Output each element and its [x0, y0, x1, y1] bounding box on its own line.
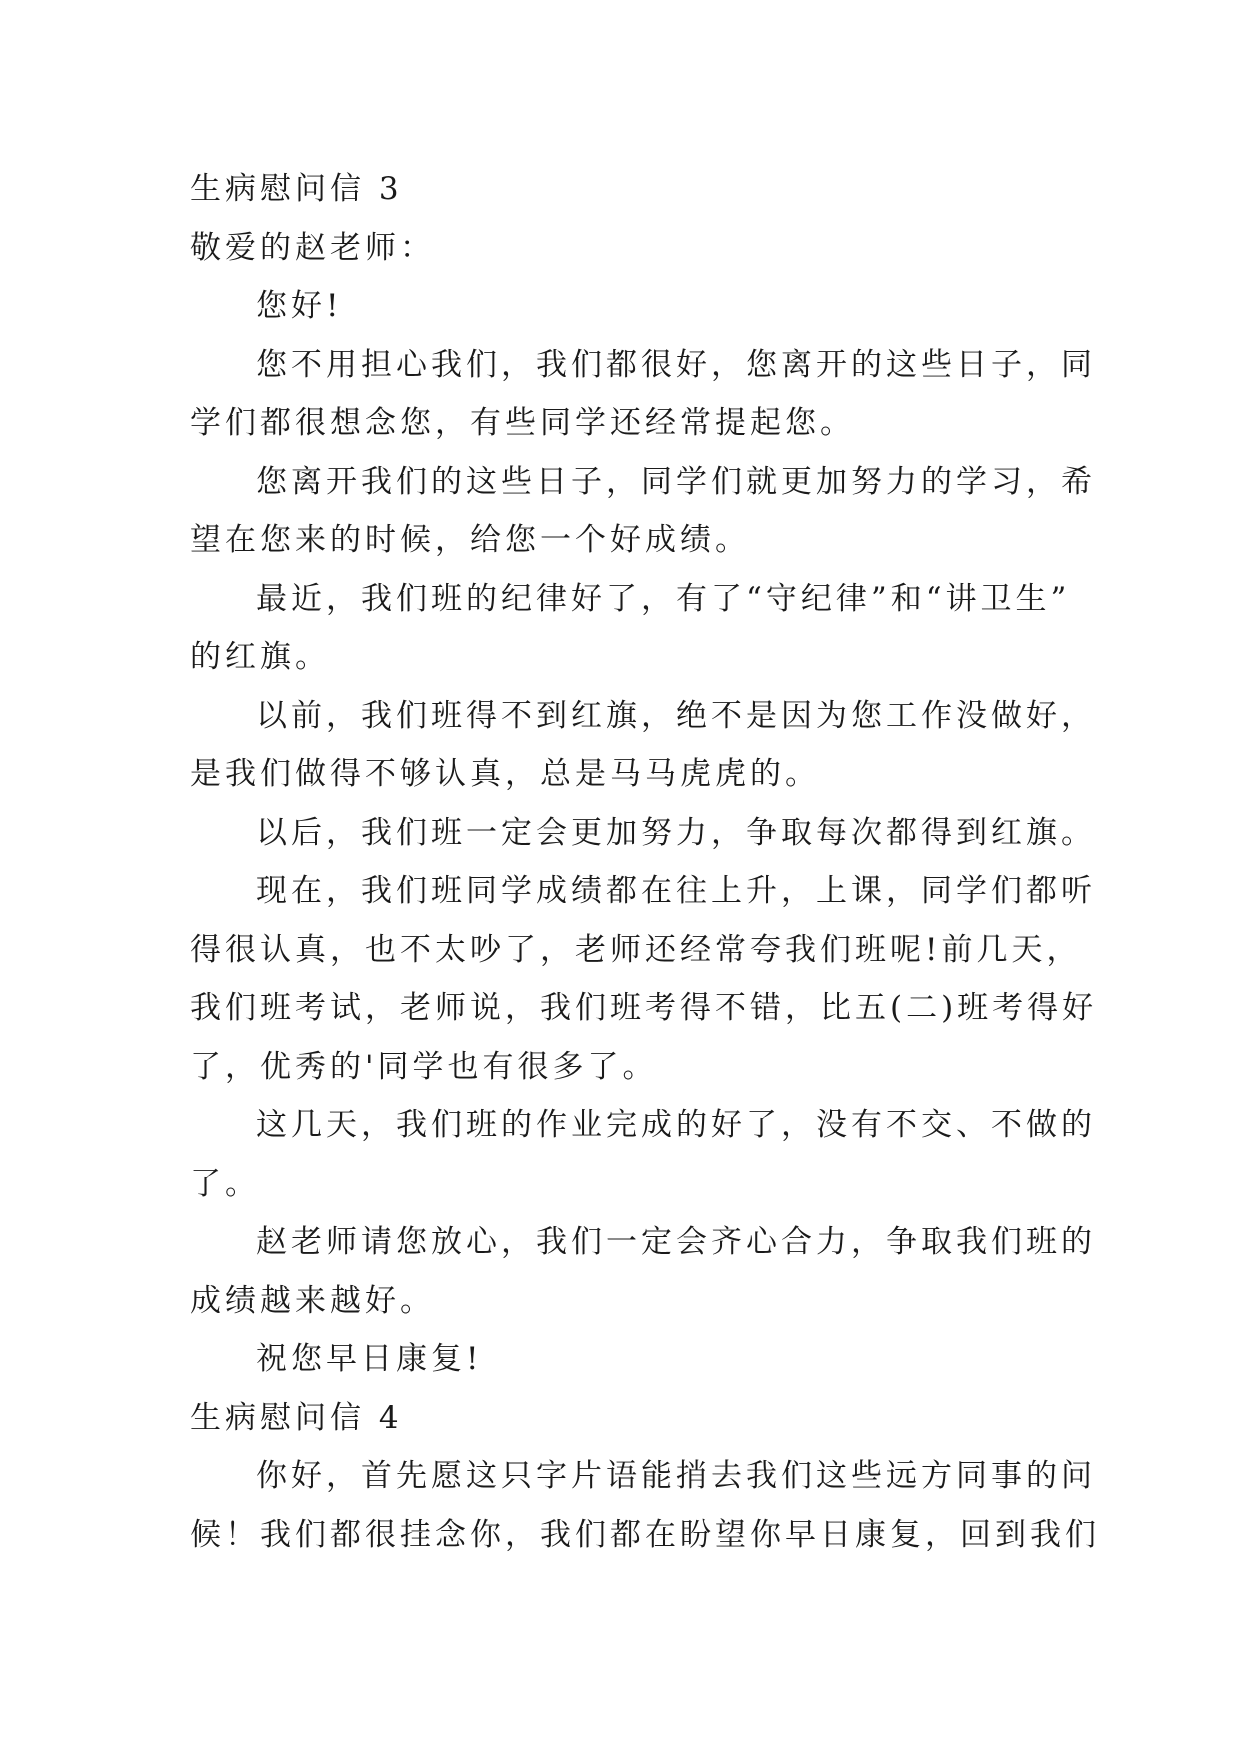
- letter-closing: 祝您早日康复!: [256, 1341, 483, 1377]
- paragraph-line: 最近，我们班的纪律好了，有了“守纪律”和“讲卫生”: [256, 580, 1071, 617]
- paragraph-line: 你好，首先愿这只字片语能捎去我们这些远方同事的问: [256, 1458, 1096, 1494]
- paragraph-line: 了。: [190, 1165, 260, 1202]
- paragraph-line: 候！我们都很挂念你，我们都在盼望你早日康复，回到我们: [190, 1516, 1100, 1553]
- paragraph-line: 这几天，我们班的作业完成的好了，没有不交、不做的: [256, 1107, 1096, 1143]
- paragraph-line: 您离开我们的这些日子，同学们就更加努力的学习，希: [256, 463, 1096, 500]
- paragraph-line: 了，优秀的'同学也有很多了。: [190, 1048, 658, 1085]
- paragraph-line: 以后，我们班一定会更加努力，争取每次都得到红旗。: [256, 814, 1096, 851]
- paragraph-line: 现在，我们班同学成绩都在往上升，上课，同学们都听: [256, 873, 1096, 909]
- section-heading: 生病慰问信 4: [190, 1399, 403, 1436]
- paragraph-line: 成绩越来越好。: [190, 1282, 435, 1319]
- paragraph-line: 学们都很想念您，有些同学还经常提起您。: [190, 405, 855, 441]
- document-body: [190, 160, 1100, 1564]
- letter-greeting: 您好!: [256, 288, 343, 324]
- paragraph-line: 以前，我们班得不到红旗，绝不是因为您工作没做好，: [256, 697, 1096, 734]
- paragraph-line: 是我们做得不够认真，总是马马虎虎的。: [190, 756, 820, 792]
- paragraph-line: 的红旗。: [190, 639, 330, 675]
- letter-salutation: 敬爱的赵老师：: [190, 229, 435, 266]
- paragraph-line: 赵老师请您放心，我们一定会齐心合力，争取我们班的: [256, 1224, 1096, 1260]
- paragraph-line: 您不用担心我们，我们都很好，您离开的这些日子，同: [256, 346, 1096, 383]
- paragraph-line: 得很认真，也不太吵了，老师还经常夸我们班呢!前几天，: [190, 931, 1082, 968]
- section-heading: 生病慰问信 3: [190, 171, 403, 207]
- paragraph-line: 我们班考试，老师说，我们班考得不错，比五(二)班考得好: [190, 990, 1098, 1026]
- paragraph-line: 望在您来的时候，给您一个好成绩。: [190, 522, 750, 558]
